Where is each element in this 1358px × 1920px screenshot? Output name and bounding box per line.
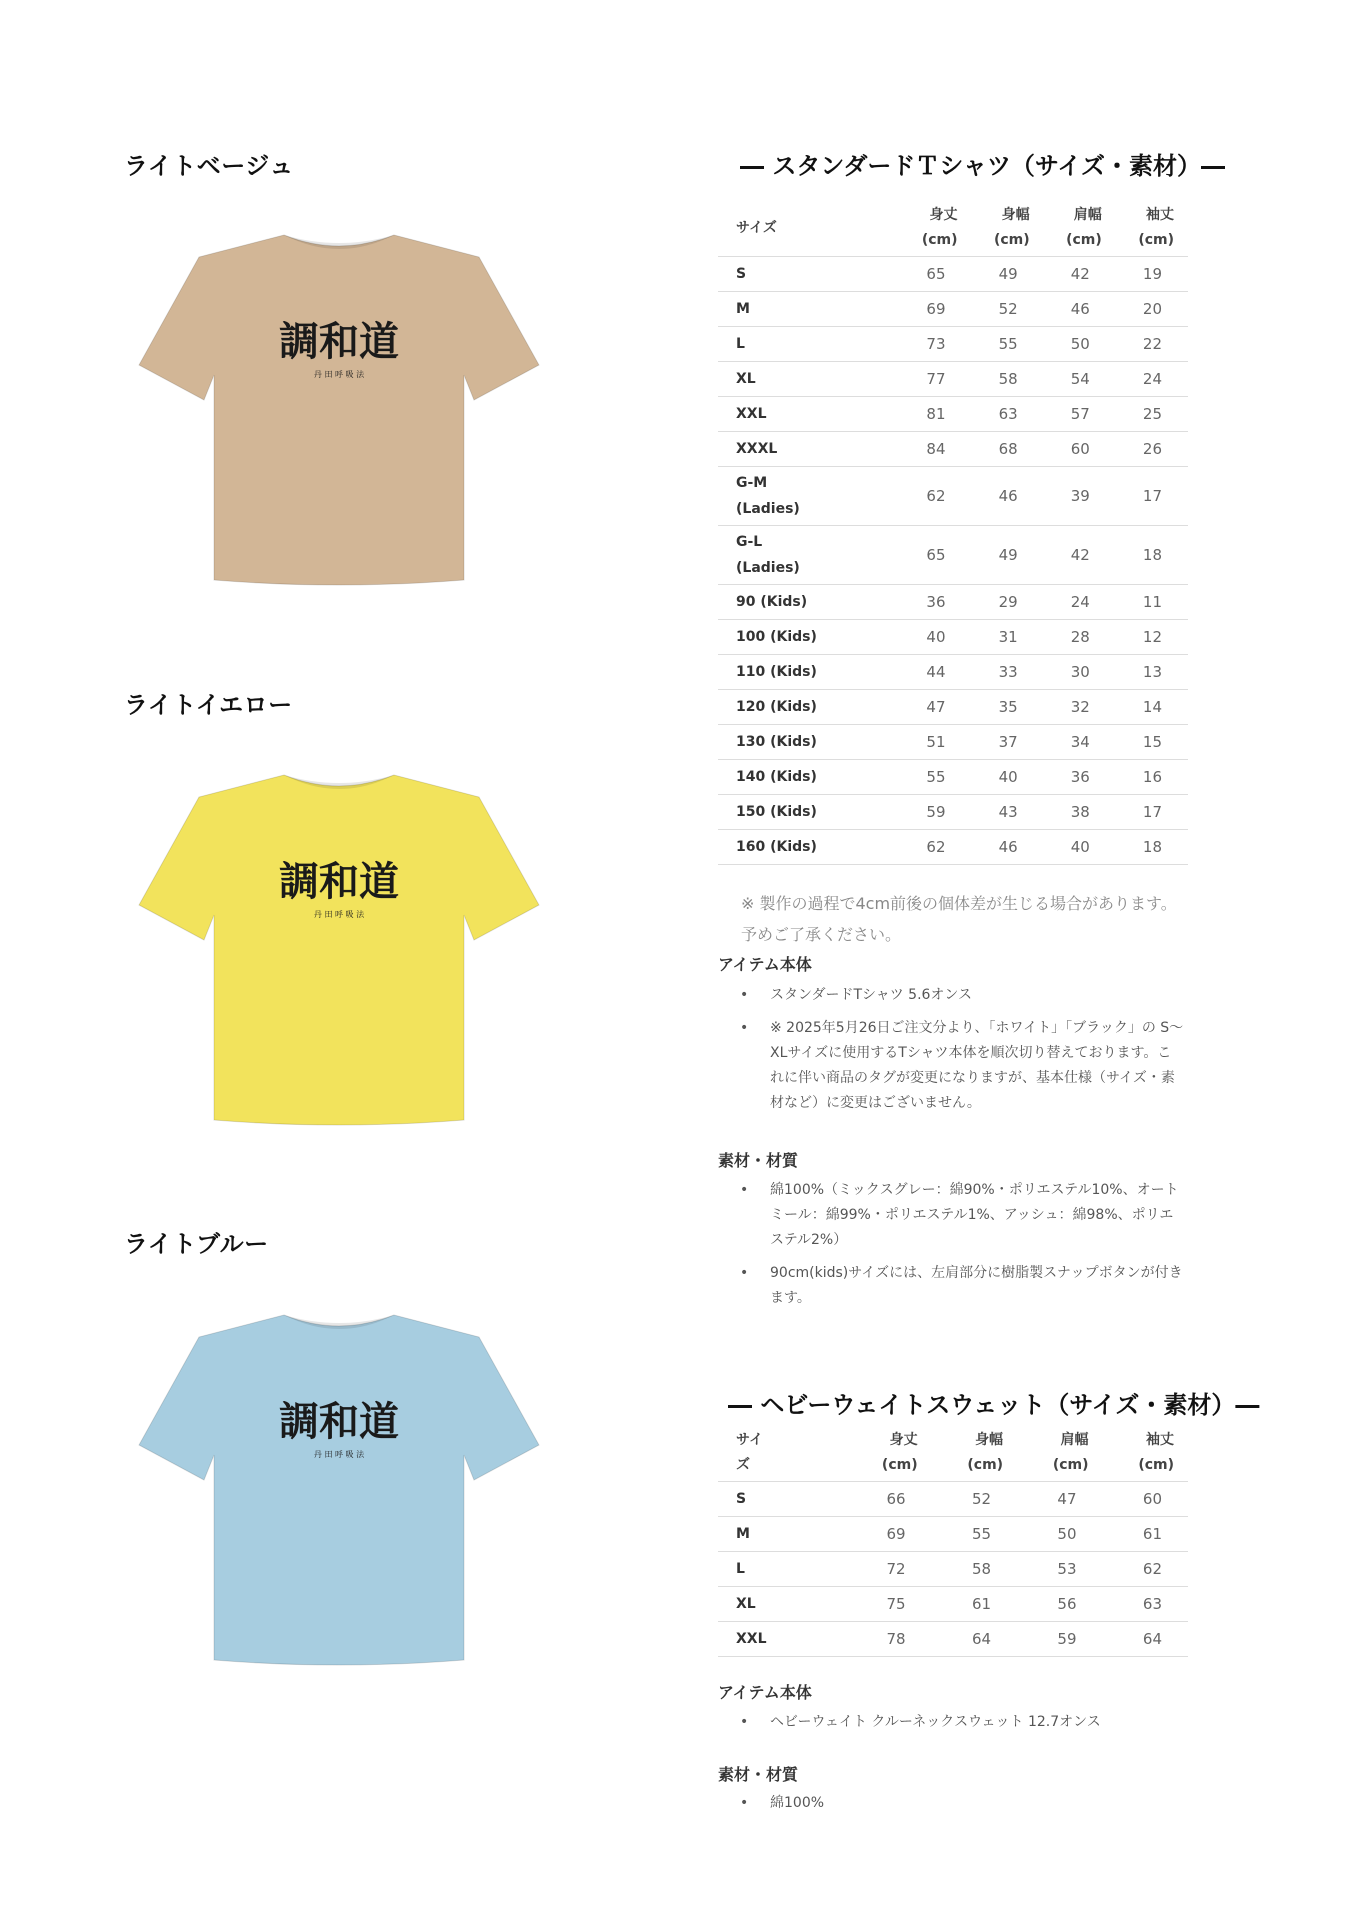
size-value: 29 [972, 585, 1044, 620]
size-value: 16 [1116, 760, 1188, 795]
size-value: 66 [846, 1482, 931, 1517]
size-value: 64 [1103, 1622, 1188, 1657]
size-value: 61 [1103, 1517, 1188, 1552]
size-value: 57 [1044, 397, 1116, 432]
size-label: XL [718, 362, 899, 397]
column-header: 身幅 (cm) [972, 200, 1044, 257]
size-value: 53 [1017, 1552, 1102, 1587]
size-value: 60 [1044, 432, 1116, 467]
list-item-text: ※ 2025年5月26日ご注文分より、「ホワイト」「ブラック」の S〜XLサイズに使用するTシャツ本体を順次切り替えております。これに伴い商品のタグが変更になりますが、基本仕様（サイズ・素材など）に変更はございません。 [770, 1020, 1184, 1111]
size-value: 63 [1103, 1587, 1188, 1622]
size-value: 46 [1044, 292, 1116, 327]
size-value: 81 [899, 397, 971, 432]
size-value: 18 [1116, 526, 1188, 585]
size-value: 44 [899, 655, 971, 690]
product-color-name: ライトブルー [124, 1230, 269, 1258]
bullet-icon: • [740, 1265, 749, 1281]
size-value: 72 [846, 1552, 931, 1587]
sweat-item-label: アイテム本体 [718, 1683, 812, 1702]
tshirt-size-table [718, 200, 1188, 865]
size-value: 38 [1044, 795, 1116, 830]
size-value: 69 [846, 1517, 931, 1552]
size-value: 84 [899, 432, 971, 467]
table-row [718, 1622, 1188, 1657]
size-value: 51 [899, 725, 971, 760]
table-row [718, 362, 1188, 397]
list-item [740, 983, 1185, 1008]
size-value: 17 [1116, 467, 1188, 526]
size-value: 55 [972, 327, 1044, 362]
tshirt-material-label: 素材・材質 [718, 1151, 799, 1170]
size-value: 68 [972, 432, 1044, 467]
size-label: XXL [718, 1622, 846, 1657]
size-value: 46 [972, 467, 1044, 526]
size-label: 120 (Kids) [718, 690, 899, 725]
size-value: 47 [899, 690, 971, 725]
shirt-logo-subtext: 丹 田 呼 吸 法 [313, 910, 365, 919]
size-value: 32 [1044, 690, 1116, 725]
tshirt-material-list [740, 1178, 1185, 1319]
size-value: 15 [1116, 725, 1188, 760]
sweat-material-list [740, 1791, 1185, 1824]
size-value: 47 [1017, 1482, 1102, 1517]
size-value: 49 [972, 526, 1044, 585]
sweat-material-label: 素材・材質 [718, 1765, 799, 1784]
size-value: 36 [1044, 760, 1116, 795]
table-row [718, 1587, 1188, 1622]
shirt-logo-text: 調和道 [279, 1398, 399, 1445]
tshirt-image-blue[interactable] [134, 1295, 544, 1675]
size-value: 50 [1044, 327, 1116, 362]
size-value: 11 [1116, 585, 1188, 620]
size-value: 50 [1017, 1517, 1102, 1552]
table-header-row [718, 200, 1188, 257]
column-header: サイ ズ [718, 1425, 846, 1482]
size-value: 20 [1116, 292, 1188, 327]
size-label: L [718, 327, 899, 362]
size-value: 43 [972, 795, 1044, 830]
bullet-icon: • [740, 1795, 749, 1811]
size-label: 150 (Kids) [718, 795, 899, 830]
column-header: 袖丈 (cm) [1116, 200, 1188, 257]
list-item-text: 綿100%（ミックスグレー：綿90%・ポリエステル10%、オートミール：綿99%・ポリエステル1%、アッシュ：綿98%、ポリエステル2%） [770, 1182, 1179, 1248]
table-row [718, 655, 1188, 690]
product-color-name: ライトイエロー [124, 691, 293, 719]
size-value: 56 [1017, 1587, 1102, 1622]
size-value: 30 [1044, 655, 1116, 690]
size-value: 52 [972, 292, 1044, 327]
size-value: 39 [1044, 467, 1116, 526]
size-value: 63 [972, 397, 1044, 432]
table-row [718, 526, 1188, 585]
size-label: S [718, 1482, 846, 1517]
size-value: 59 [899, 795, 971, 830]
size-value: 19 [1116, 257, 1188, 292]
size-value: 42 [1044, 526, 1116, 585]
size-value: 75 [846, 1587, 931, 1622]
size-value: 24 [1044, 585, 1116, 620]
size-value: 64 [932, 1622, 1017, 1657]
sweat-size-table [718, 1425, 1188, 1657]
table-row [718, 432, 1188, 467]
size-value: 60 [1103, 1482, 1188, 1517]
size-value: 12 [1116, 620, 1188, 655]
size-value: 65 [899, 526, 971, 585]
tshirt-image-yellow[interactable] [134, 755, 544, 1135]
size-value: 31 [972, 620, 1044, 655]
size-value: 36 [899, 585, 971, 620]
size-value: 13 [1116, 655, 1188, 690]
size-label: 160 (Kids) [718, 830, 899, 865]
list-item [740, 1016, 1185, 1116]
size-value: 26 [1116, 432, 1188, 467]
table-row [718, 830, 1188, 865]
size-label: M [718, 1517, 846, 1552]
size-value: 73 [899, 327, 971, 362]
table-row [718, 620, 1188, 655]
size-label: XXL [718, 397, 899, 432]
size-label: 90 (Kids) [718, 585, 899, 620]
size-label: 130 (Kids) [718, 725, 899, 760]
size-value: 78 [846, 1622, 931, 1657]
table-row [718, 1517, 1188, 1552]
shirt-logo-subtext: 丹 田 呼 吸 法 [313, 1450, 365, 1459]
table-row [718, 1482, 1188, 1517]
list-item-text: 90cm(kids)サイズには、左肩部分に樹脂製スナップボタンが付きます。 [770, 1265, 1183, 1306]
tshirt-body [139, 775, 539, 1125]
list-item [740, 1178, 1185, 1253]
size-label: 110 (Kids) [718, 655, 899, 690]
table-row [718, 257, 1188, 292]
column-header: 身丈 (cm) [899, 200, 971, 257]
size-value: 65 [899, 257, 971, 292]
tshirt-graphic [134, 1295, 544, 1675]
product-color-name: ライトベージュ [124, 152, 294, 180]
size-value: 35 [972, 690, 1044, 725]
size-value: 42 [1044, 257, 1116, 292]
tshirt-item-label: アイテム本体 [718, 955, 812, 974]
size-value: 77 [899, 362, 971, 397]
sweat-section-title: ― ヘビーウェイトスウェット（サイズ・素材）― [728, 1391, 1260, 1419]
list-item [740, 1710, 1185, 1735]
size-label: 140 (Kids) [718, 760, 899, 795]
size-label: G-M (Ladies) [718, 467, 899, 526]
size-value: 40 [899, 620, 971, 655]
table-row [718, 760, 1188, 795]
table-row [718, 397, 1188, 432]
table-header-row [718, 1425, 1188, 1482]
tshirt-graphic [134, 215, 544, 595]
size-value: 61 [932, 1587, 1017, 1622]
size-label: XXXL [718, 432, 899, 467]
size-value: 40 [1044, 830, 1116, 865]
list-item-text: 綿100% [770, 1795, 825, 1811]
size-label: G-L (Ladies) [718, 526, 899, 585]
size-value: 40 [972, 760, 1044, 795]
tshirt-body [139, 235, 539, 585]
column-header: 身幅 (cm) [932, 1425, 1017, 1482]
tshirt-body [139, 1315, 539, 1665]
bullet-icon: • [740, 1182, 749, 1198]
table-row [718, 725, 1188, 760]
size-label: 100 (Kids) [718, 620, 899, 655]
size-value: 54 [1044, 362, 1116, 397]
size-value: 24 [1116, 362, 1188, 397]
list-item-text: スタンダードTシャツ 5.6オンス [770, 987, 973, 1003]
tshirt-image-beige[interactable] [134, 215, 544, 595]
bullet-icon: • [740, 1714, 749, 1730]
size-value: 49 [972, 257, 1044, 292]
column-header: 肩幅 (cm) [1044, 200, 1116, 257]
list-item-text: ヘビーウェイト クルーネックスウェット 12.7オンス [770, 1714, 1101, 1730]
size-value: 59 [1017, 1622, 1102, 1657]
size-value: 33 [972, 655, 1044, 690]
size-value: 25 [1116, 397, 1188, 432]
bullet-icon: • [740, 987, 749, 1003]
size-label: S [718, 257, 899, 292]
size-value: 52 [932, 1482, 1017, 1517]
size-value: 55 [932, 1517, 1017, 1552]
shirt-logo-text: 調和道 [279, 858, 399, 905]
table-row [718, 795, 1188, 830]
list-item [740, 1261, 1185, 1311]
table-row [718, 292, 1188, 327]
sweat-item-list [740, 1710, 1185, 1743]
column-header: 身丈 (cm) [846, 1425, 931, 1482]
column-header: サイズ [718, 200, 899, 257]
tshirt-graphic [134, 755, 544, 1135]
size-value: 14 [1116, 690, 1188, 725]
table-row [718, 467, 1188, 526]
tshirt-section-title: ― スタンダードＴシャツ（サイズ・素材）― [740, 152, 1225, 180]
list-item [740, 1791, 1185, 1816]
table-row [718, 327, 1188, 362]
size-value: 55 [899, 760, 971, 795]
bullet-icon: • [740, 1020, 749, 1036]
size-value: 58 [932, 1552, 1017, 1587]
size-value: 62 [1103, 1552, 1188, 1587]
tshirt-item-list [740, 983, 1185, 1124]
size-value: 46 [972, 830, 1044, 865]
column-header: 肩幅 (cm) [1017, 1425, 1102, 1482]
column-header: 袖丈 (cm) [1103, 1425, 1188, 1482]
size-value: 62 [899, 467, 971, 526]
size-value: 62 [899, 830, 971, 865]
table-row [718, 1552, 1188, 1587]
size-value: 22 [1116, 327, 1188, 362]
size-label: XL [718, 1587, 846, 1622]
table-row [718, 690, 1188, 725]
size-value: 18 [1116, 830, 1188, 865]
size-label: L [718, 1552, 846, 1587]
size-value: 37 [972, 725, 1044, 760]
size-value: 28 [1044, 620, 1116, 655]
size-value: 69 [899, 292, 971, 327]
size-label: M [718, 292, 899, 327]
shirt-logo-text: 調和道 [279, 318, 399, 365]
size-value: 17 [1116, 795, 1188, 830]
table-row [718, 585, 1188, 620]
size-value: 34 [1044, 725, 1116, 760]
tshirt-size-note: ※ 製作の過程で4cm前後の個体差が生じる場合があります。予めご了承ください。 [741, 894, 1177, 944]
shirt-logo-subtext: 丹 田 呼 吸 法 [313, 370, 365, 379]
size-value: 58 [972, 362, 1044, 397]
